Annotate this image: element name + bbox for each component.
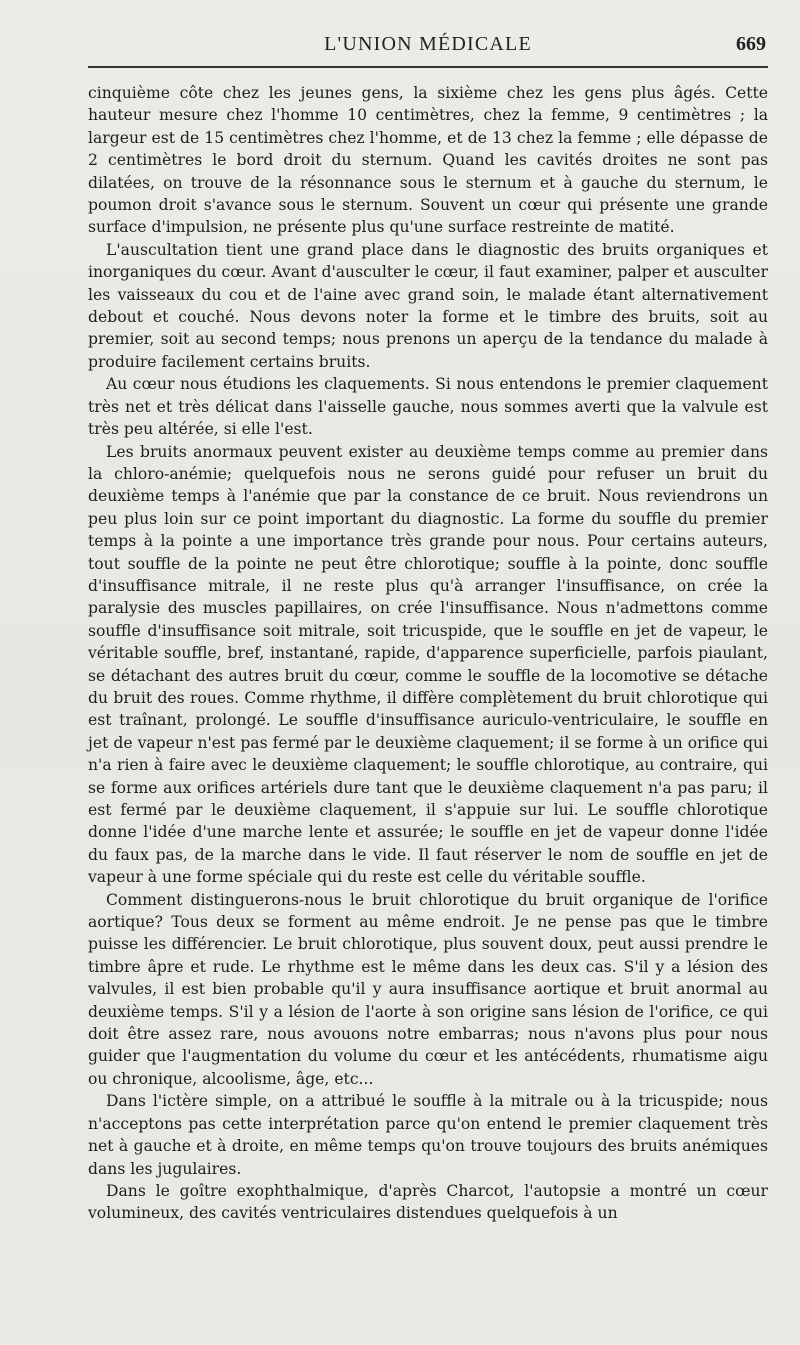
paragraph-bruits-anormaux: Les bruits anormaux peuvent exister au deuxième temps comme au premier dans la chloro-anémie; quelquefois nous ne serons guidé pour refuser un bruit du deuxième temps à l'anémie que par la constance de ce bruit. Nous reviendrons un peu plus loin sur ce point important du diagnostic. La forme du souffle du premier temps à la pointe a une importance très grande pour nous. Pour certains auteurs, tout souffle de la pointe ne peut être chlorotique; souffle à la pointe, donc souffle d'insuffisance mitrale, il ne reste plus qu'à arranger l'insuffisance, on crée la paralysie des muscles papillaires, on crée l'insuffisance. Nous n'admettons comme souffle d'insuffisance soit mitrale, soit tricuspide, que le souffle en jet de vapeur, le véritable souffle, bref, instantané, rapide, d'apparence superficielle, parfois piaulant, se détachant des autres bruit du cœur, comme le souffle de la locomotive se détache du bruit des roues. Comme rhythme, il diffère complètement du bruit chlorotique qui est traînant, prolongé. Le souffle d'insuffisance auriculo-ventriculaire, le souffle en jet de vapeur n'est pas fermé par le deuxième claquement; il se forme à un orifice qui n'a rien à faire avec le deuxième claquement; le souffle chlorotique, au contraire, qui se forme aux orifices artériels dure tant que le deuxième claquement n'a pas paru; il est fermé par le deuxième claquement, il s'appuie sur lui. Le souffle chlorotique donne l'idée d'une marche lente et assurée; le souffle en jet de vapeur donne l'idée du faux pas, de la marche dans le vide. Il faut réserver le nom de souffle en jet de vapeur à une forme spéciale qui du reste est celle du véritable souffle.	[88, 442, 768, 887]
page-header	[88, 33, 768, 63]
paragraph-continuation: cinquième côte chez les jeunes gens, la sixième chez les gens plus âgés. Cette hauteur mesure chez l'homme 10 centimètres, chez la femme, 9 centimètres ; la largeur est de 15 centimètres chez l'homme, et de 13 chez la femme ; elle dépasse de 2 centimètres le bord droit du sternum. Quand les cavités droites ne sont pas dilatées, on trouve de la résonnance sous le sternum et à gauche du sternum, le poumon droit s'avance sous le sternum. Souvent un cœur qui présente une grande surface d'impulsion, ne présente plus qu'une surface restreinte de matité.	[88, 84, 768, 237]
paragraph-ictere: Dans l'ictère simple, on a attribué le souffle à la mitrale ou à la tricuspide; nous n'acceptons pas cette interprétation parce qu'on entend le premier claquement très net à gauche et à droite, en même temps qu'on trouve toujours des bruits anémiques dans les jugulaires.	[88, 1092, 768, 1178]
paragraph-claquements: Au cœur nous étudions les claquements. Si nous entendons le premier claquement très net et très délicat dans l'aisselle gauche, nous sommes averti que la valvule est très peu altérée, si elle l'est.	[88, 375, 768, 439]
page-number: 669	[736, 33, 766, 55]
paragraph-goitre: Dans le goître exophthalmique, d'après Charcot, l'autopsie a montré un cœur volumineux, des cavités ventriculaires distendues quelquefois à un	[88, 1181, 768, 1223]
paragraph-orifice-aortique: Comment distinguerons-nous le bruit chlorotique du bruit organique de l'orifice aortique? Tous deux se forment au même endroit. Je ne pense pas que le timbre puisse les différencier. Le bruit chlorotique, plus souvent doux, peut aussi prendre le timbre âpre et rude. Le rhythme est le même dans les deux cas. S'il y a lésion des valvules, il est bien probable qu'il y aura insuffisance aortique et bruit anormal au deuxième temps. S'il y a lésion de l'aorte à son origine sans lésion de l'orifice, ce qui doit être assez rare, nous avouons notre embarras; nous n'avons plus pour nous guider que l'augmentation du volume du cœur et les antécédents, rhumatisme aigu ou chronique, alcoolisme, âge, etc...	[88, 890, 768, 1088]
paragraph-auscultation: L'auscultation tient une grand place dans le diagnostic des bruits organiques et inorganiques du cœur. Avant d'ausculter le cœur, il faut examiner, palper et ausculter les vaisseaux du cou et de l'aine avec grand soin, le malade étant alternativement debout et couché. Nous devons noter la forme et le timbre des bruits, soit au premier, soit au second temps; nous prenons un aperçu de la tendance du malade à produire facilement certains bruits.	[88, 240, 768, 371]
header-rule	[88, 66, 768, 68]
body-text	[88, 82, 768, 1225]
running-title: L'UNION MÉDICALE	[324, 33, 532, 55]
